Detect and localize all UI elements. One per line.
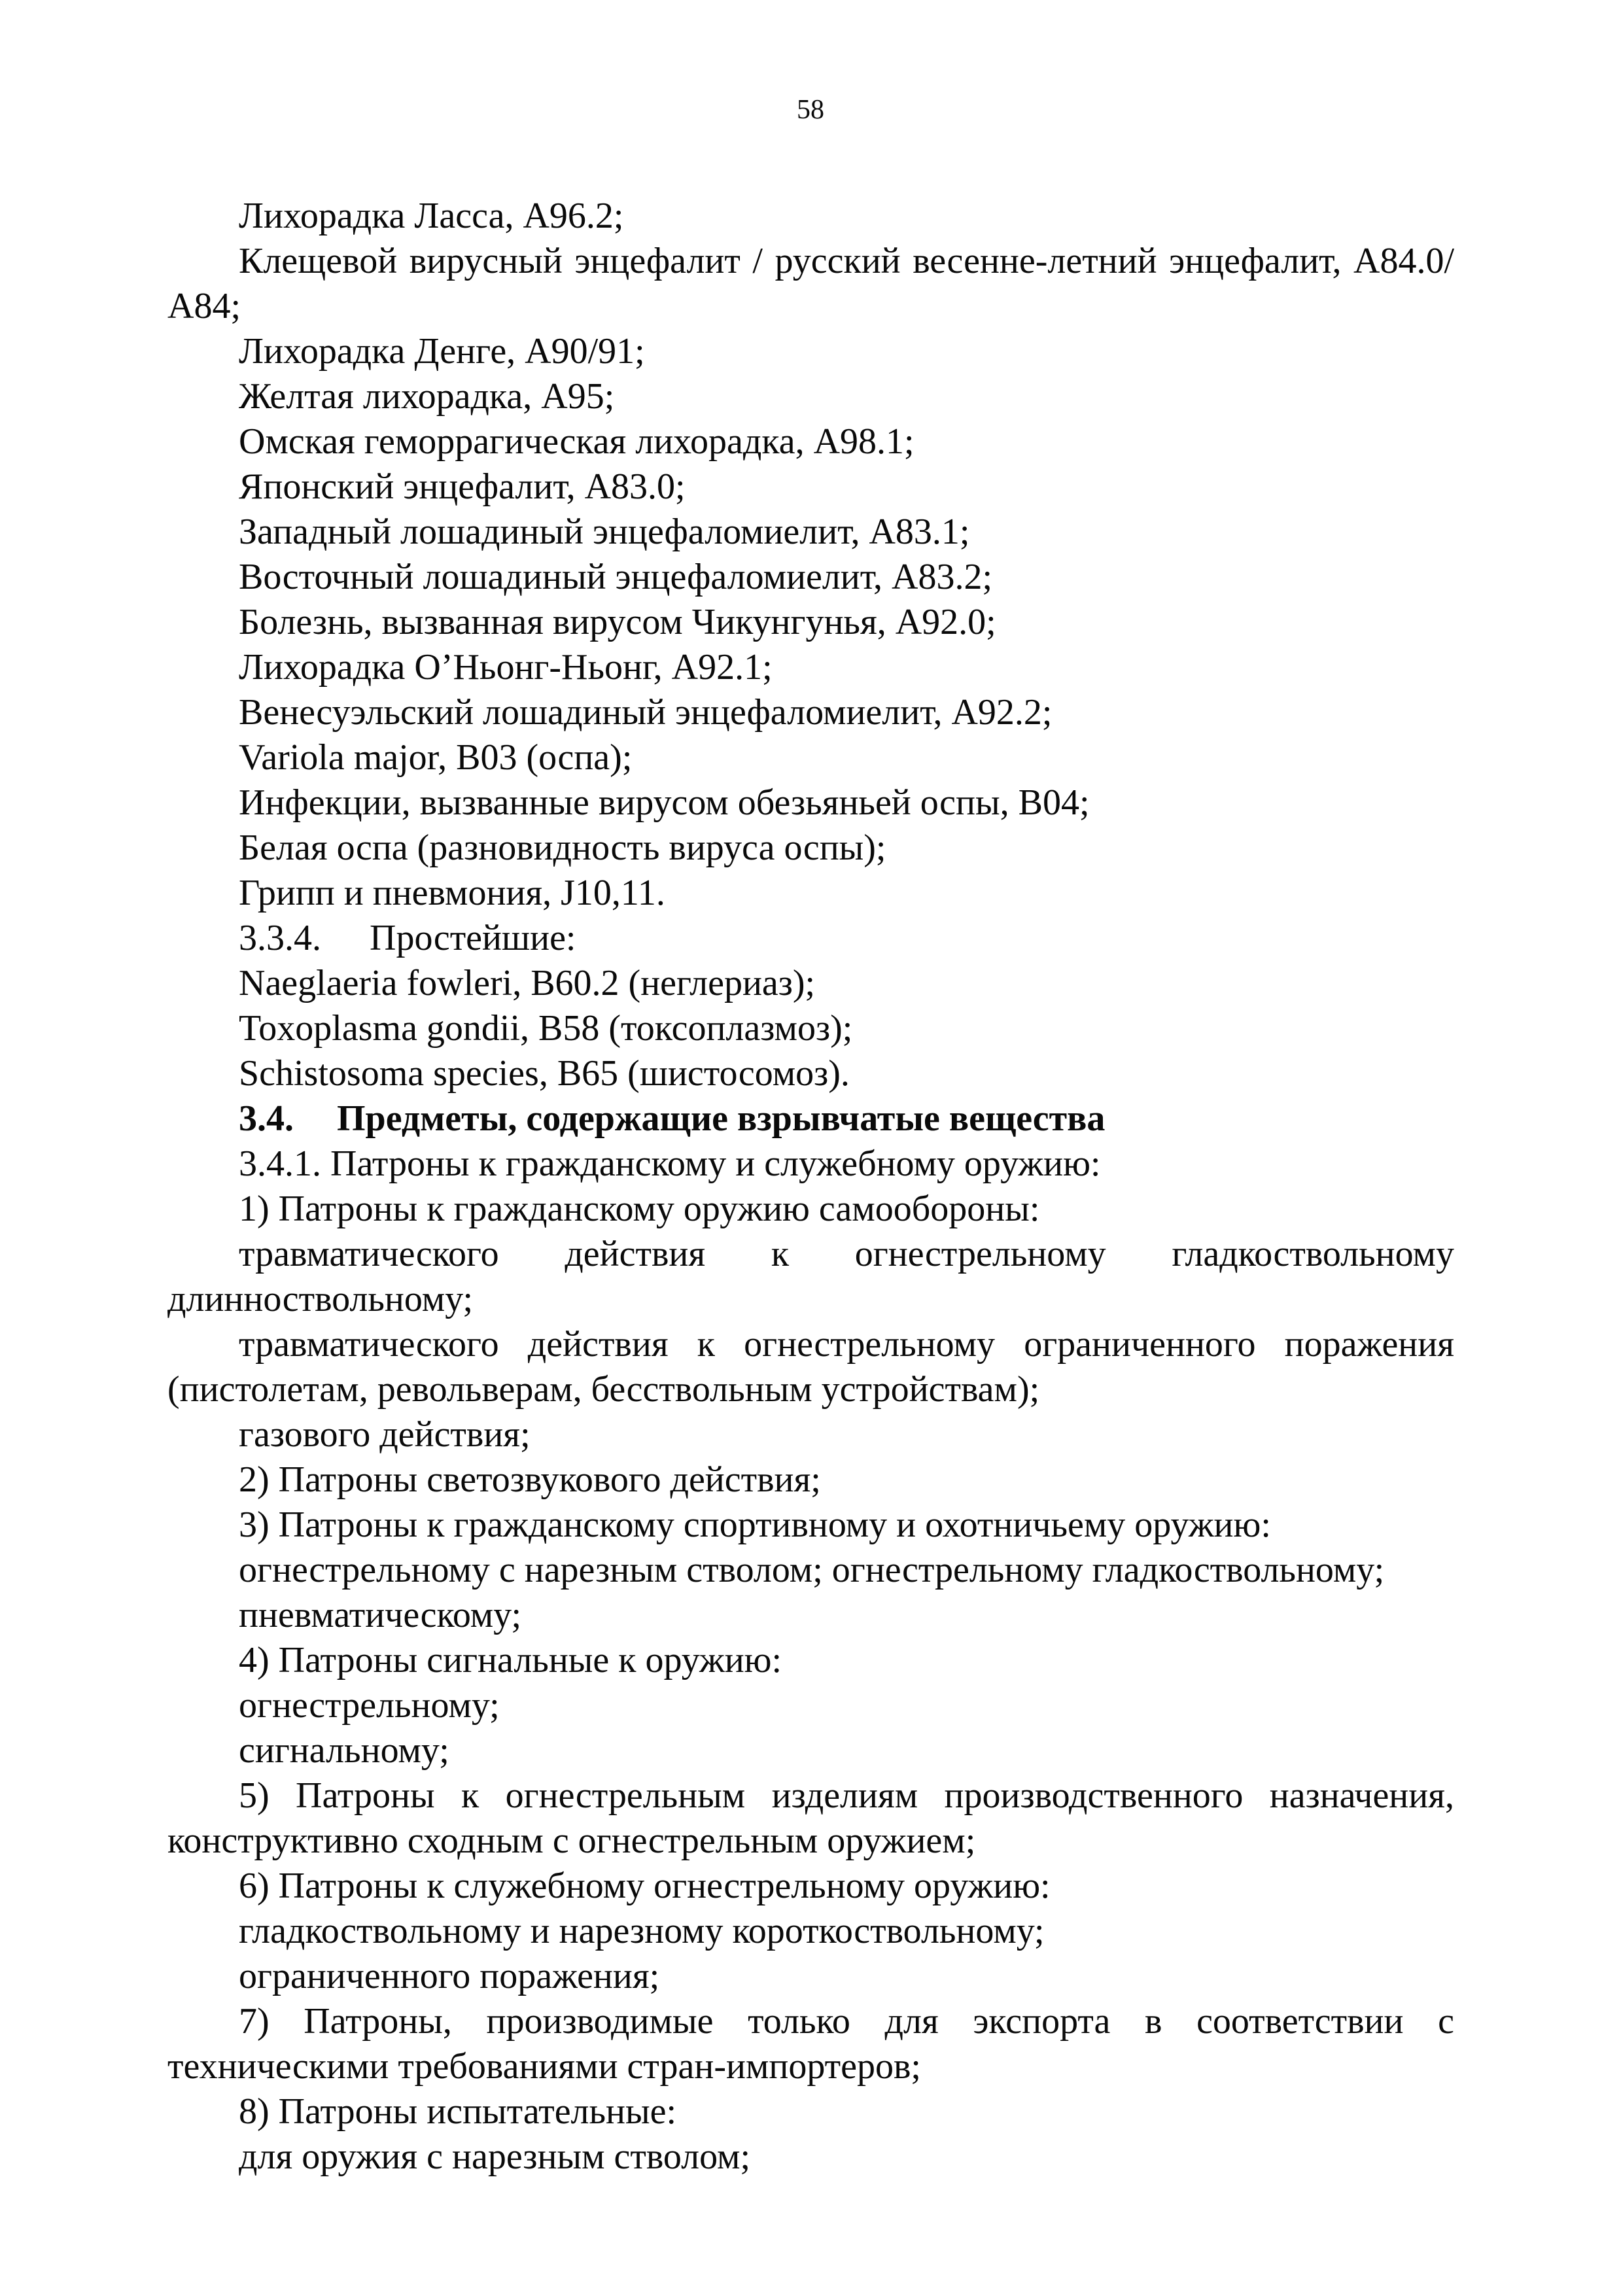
list-item: Naeglaeria fowleri, В60.2 (неглериаз); xyxy=(239,963,816,1003)
list-item: 8) Патроны испытательные: xyxy=(239,2091,677,2132)
list-item: Желтая лихорадка, А95; xyxy=(239,376,615,417)
list-item: 4) Патроны сигнальные к оружию: xyxy=(239,1640,782,1680)
list-item: пневматическому; xyxy=(239,1595,522,1635)
list-item: Грипп и пневмония, J10,11. xyxy=(239,873,665,913)
list-item: 6) Патроны к служебному огнестрельному оружию: xyxy=(239,1866,1051,1906)
subsection-title: Простейшие: xyxy=(370,918,576,958)
list-item: Болезнь, вызванная вирусом Чикунгунья, А92.0; xyxy=(239,602,996,642)
list-item: Лихорадка Денге, А90/91; xyxy=(239,331,645,372)
list-item: Венесуэльский лошадиный энцефаломиелит, А92.2; xyxy=(239,692,1053,733)
section-title: Предметы, содержащие взрывчатые вещества xyxy=(337,1098,1106,1139)
list-item: Variola major, В03 (оспа); xyxy=(239,737,633,778)
list-item: Лихорадка О’Ньонг-Ньонг, А92.1; xyxy=(239,647,773,687)
list-item: для оружия с нарезным стволом; xyxy=(239,2136,751,2177)
list-item: 1) Патроны к гражданскому оружию самообороны: xyxy=(239,1189,1040,1229)
section-heading xyxy=(167,1096,1454,1141)
list-item: Инфекции, вызванные вирусом обезьяньей оспы, В04; xyxy=(239,782,1090,823)
list-item: Schistosoma species, В65 (шистосомоз). xyxy=(239,1053,850,1094)
list-item: газового действия; xyxy=(239,1414,531,1455)
list-item: Toxoplasma gondii, В58 (токсоплазмоз); xyxy=(239,1008,853,1049)
document-body xyxy=(167,194,1454,2180)
list-item: Западный лошадиный энцефаломиелит, А83.1; xyxy=(239,512,970,552)
list-item: Лихорадка Ласса, А96.2; xyxy=(239,196,624,236)
subsection-heading xyxy=(167,916,1454,961)
list-item: Белая оспа (разновидность вируса оспы); xyxy=(239,827,886,868)
list-item: 5) Патроны к огнестрельным изделиям производственного назначения, конструктивно сходным с огнестрельным оружием; xyxy=(167,1775,1454,1861)
list-item: огнестрельному; xyxy=(239,1685,500,1726)
list-item: 2) Патроны светозвукового действия; xyxy=(239,1459,821,1500)
list-item: 7) Патроны, производимые только для экспорта в соответствии с техническими требованиями стран-импортеров; xyxy=(167,2001,1454,2087)
list-item: огнестрельному с нарезным стволом; огнестрельному гладкоствольному; xyxy=(239,1550,1385,1590)
subsection-number: 3.3.4. xyxy=(239,918,321,958)
list-item: Клещевой вирусный энцефалит / русский весенне-летний энцефалит, А84.0/ А84; xyxy=(167,241,1454,326)
list-item: Восточный лошадиный энцефаломиелит, А83.2; xyxy=(239,557,993,597)
list-item: 3.4.1. Патроны к гражданскому и служебному оружию: xyxy=(239,1143,1101,1184)
page-number: 58 xyxy=(797,95,824,125)
list-item: травматического действия к огнестрельному ограниченного поражения (пистолетам, револьверам, бесствольным устройствам); xyxy=(167,1324,1454,1410)
list-item: травматического действия к огнестрельному гладкоствольному длинноствольному; xyxy=(167,1234,1454,1319)
list-item: гладкоствольному и нарезному короткоствольному; xyxy=(239,1911,1045,1951)
list-item: ограниченного поражения; xyxy=(239,1956,660,1996)
list-item: Японский энцефалит, А83.0; xyxy=(239,466,686,507)
section-number: 3.4. xyxy=(239,1098,294,1139)
list-item: 3) Патроны к гражданскому спортивному и охотничьему оружию: xyxy=(239,1505,1271,1545)
list-item: Омская геморрагическая лихорадка, А98.1; xyxy=(239,421,915,462)
list-item: сигнальному; xyxy=(239,1730,449,1771)
